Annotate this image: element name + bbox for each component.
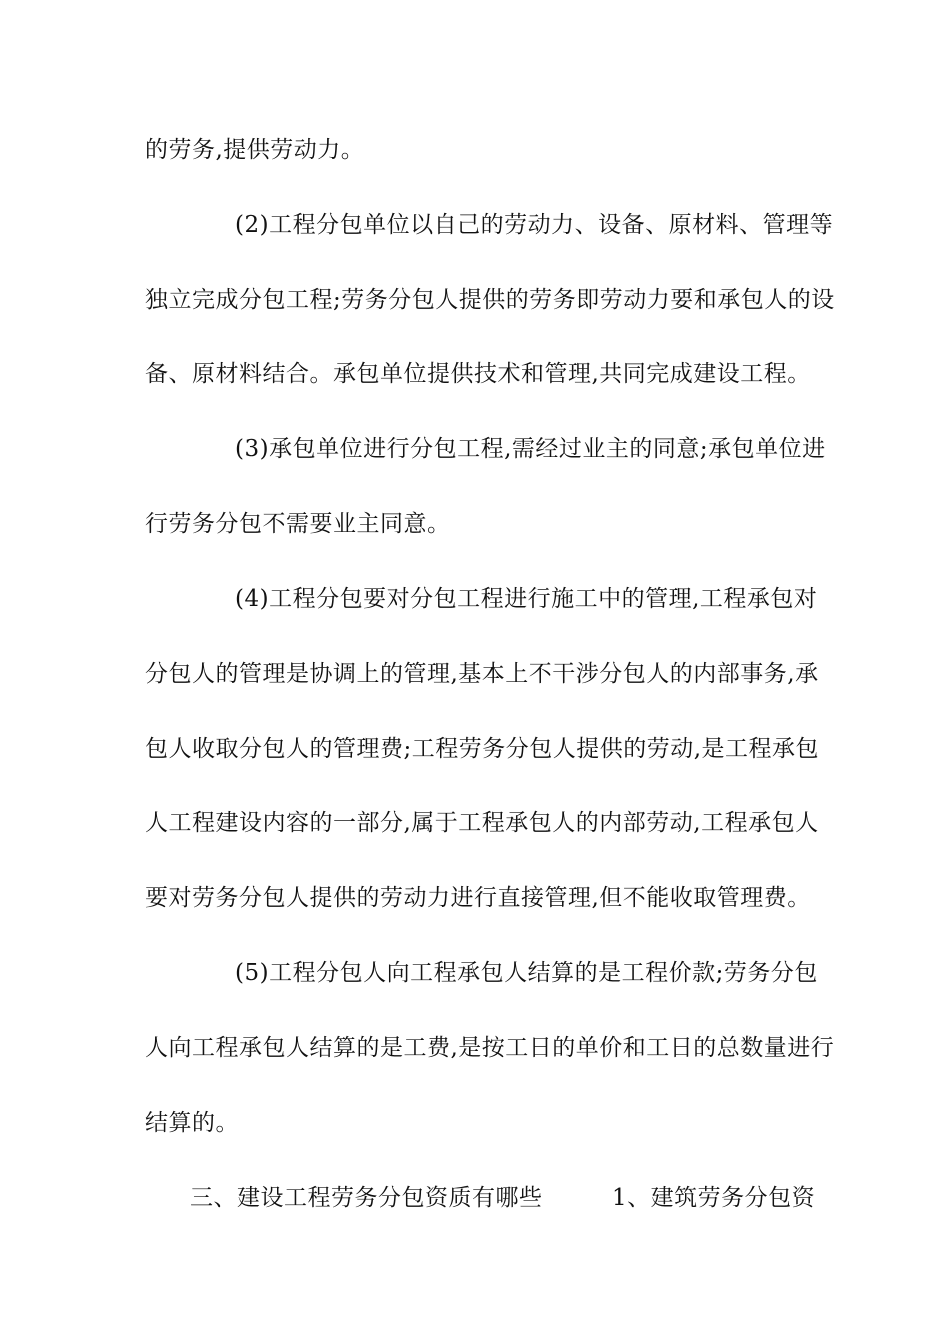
text-line: 行劳务分包不需要业主同意。 [145,511,451,537]
text-line: 人工程建设内容的一部分,属于工程承包人的内部劳动,工程承包人 [145,810,819,836]
section-heading: 三、建设工程劳务分包资质有哪些 [190,1185,543,1211]
text-line: 结算的。 [145,1110,239,1136]
section-item: 1、建筑劳务分包资 [612,1185,816,1211]
text-line: 包人收取分包人的管理费;工程劳务分包人提供的劳动,是工程承包 [145,736,820,762]
paragraph-5-start: (5)工程分包人向工程承包人结算的是工程价款;劳务分包 [235,960,818,986]
text-line: 分包人的管理是协调上的管理,基本上不干涉分包人的内部事务,承 [145,661,819,687]
paragraph-4-start: (4)工程分包要对分包工程进行施工中的管理,工程承包对 [235,586,818,612]
text-line: 要对劳务分包人提供的劳动力进行直接管理,但不能收取管理费。 [145,885,811,911]
paragraph-2-start: (2)工程分包单位以自己的劳动力、设备、原材料、管理等 [235,212,834,238]
text-line: 备、原材料结合。承包单位提供技术和管理,共同完成建设工程。 [145,361,811,387]
paragraph-3-start: (3)承包单位进行分包工程,需经过业主的同意;承包单位进 [235,436,826,462]
text-line: 独立完成分包工程;劳务分包人提供的劳务即劳动力要和承包人的设 [145,287,835,313]
text-line: 人向工程承包人结算的是工费,是按工日的单价和工日的总数量进行 [145,1035,835,1061]
text-line: 的劳务,提供劳动力。 [145,137,365,163]
